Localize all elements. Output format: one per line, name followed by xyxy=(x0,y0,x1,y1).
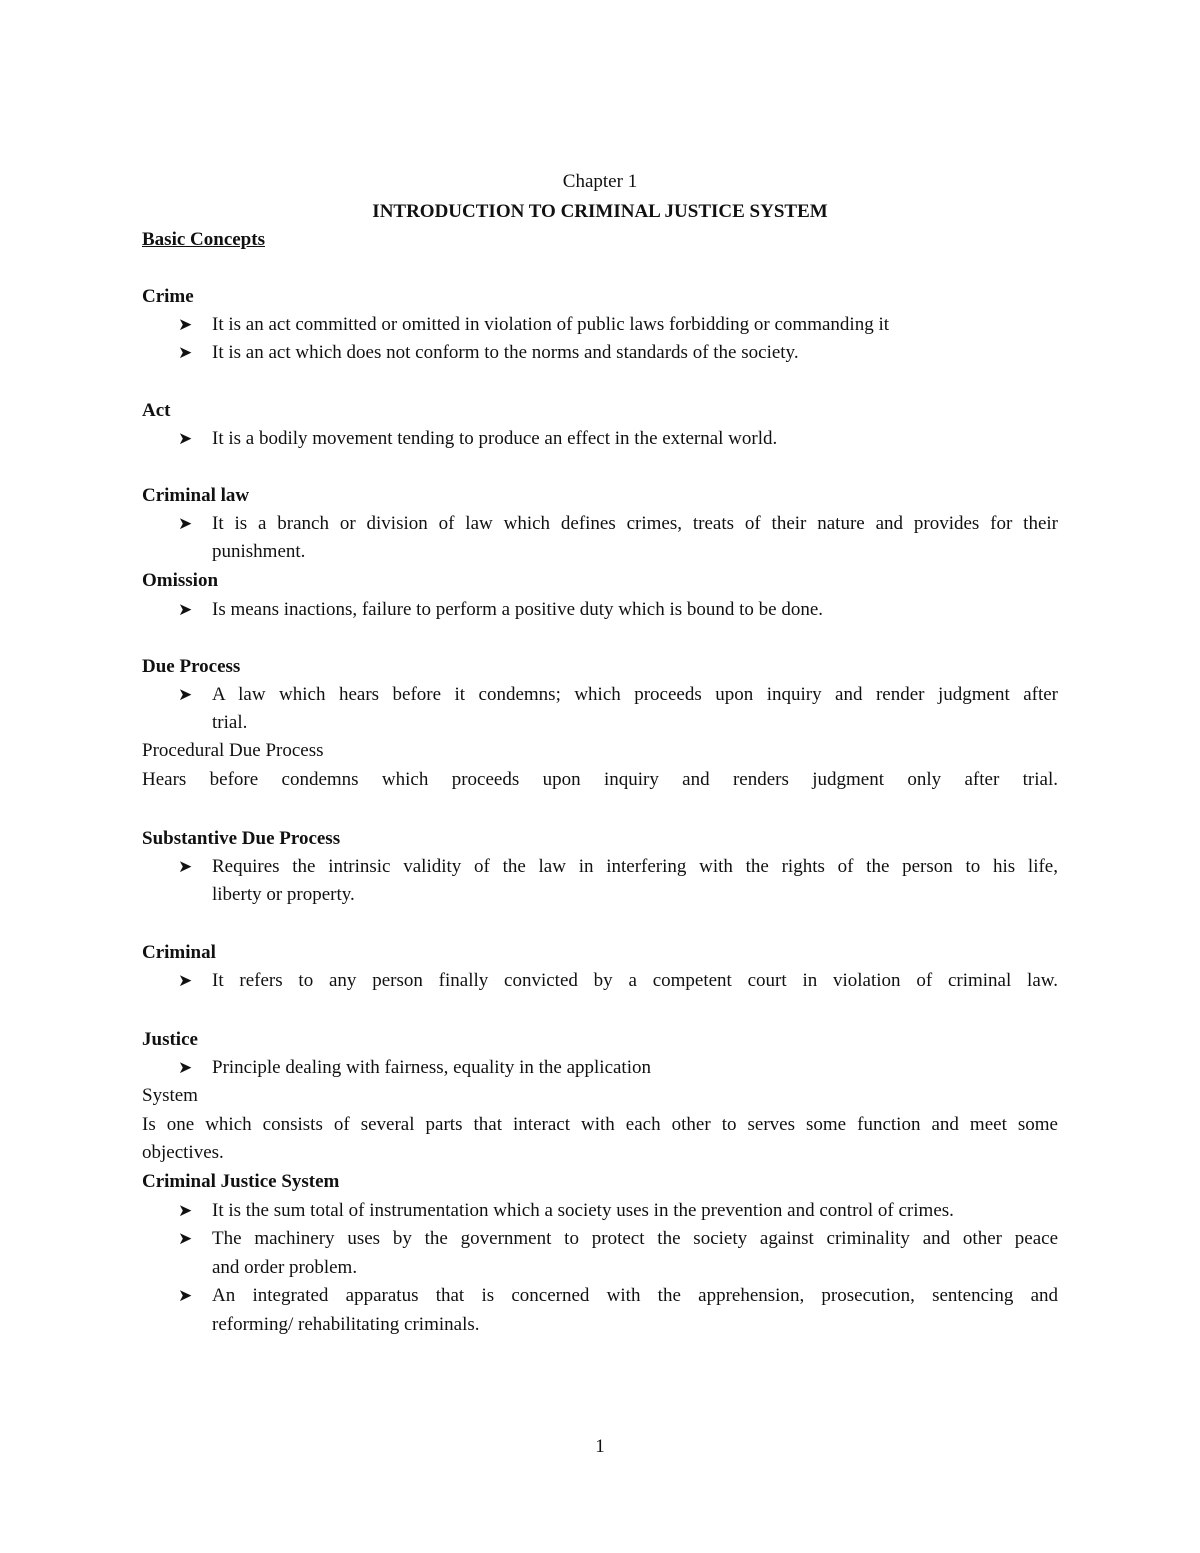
arrowhead-bullet-icon: ➤ xyxy=(178,857,193,877)
arrowhead-bullet-icon: ➤ xyxy=(178,600,193,620)
system-text-line: Is one which consists of several parts that interact with each other to serves some function and meet some xyxy=(142,1114,1058,1135)
page-number: 1 xyxy=(595,1436,605,1457)
bullet-continuation: and order problem. xyxy=(212,1257,358,1278)
bullet-text: A law which hears before it condemns; which proceeds upon inquiry and render judgment after xyxy=(212,684,1058,705)
bullet-text: Is means inactions, failure to perform a positive duty which is bound to be done. xyxy=(212,599,824,620)
arrowhead-bullet-icon: ➤ xyxy=(178,1229,193,1249)
bullet-text: It is an act committed or omitted in violation of public laws forbidding or commanding it xyxy=(212,314,890,335)
bullet-text: It is a branch or division of law which defines crimes, treats of their nature and provides for their xyxy=(212,513,1058,534)
heading-substantive-due-process: Substantive Due Process xyxy=(142,828,341,849)
bullet-text: It is a bodily movement tending to produce an effect in the external world. xyxy=(212,428,778,449)
arrowhead-bullet-icon: ➤ xyxy=(178,429,193,449)
page-title: INTRODUCTION TO CRIMINAL JUSTICE SYSTEM xyxy=(372,201,828,222)
bullet-continuation: trial. xyxy=(212,712,248,733)
arrowhead-bullet-icon: ➤ xyxy=(178,685,193,705)
heading-act: Act xyxy=(142,400,171,421)
procedural-due-process-text: Hears before condemns which proceeds upon inquiry and renders judgment only after trial. xyxy=(142,769,1058,790)
heading-criminal-justice-system: Criminal Justice System xyxy=(142,1171,340,1192)
bullet-text: The machinery uses by the government to protect the society against criminality and other peace xyxy=(212,1228,1058,1249)
arrowhead-bullet-icon: ➤ xyxy=(178,1286,193,1306)
heading-criminal-law: Criminal law xyxy=(142,485,250,506)
bullet-continuation: reforming/ rehabilitating criminals. xyxy=(212,1314,480,1335)
bullet-text: It is an act which does not conform to the norms and standards of the society. xyxy=(212,342,799,363)
procedural-due-process-label: Procedural Due Process xyxy=(142,740,324,761)
bullet-text: It refers to any person finally convicted by a competent court in violation of criminal law. xyxy=(212,970,1058,991)
section-heading-text: Basic Concepts xyxy=(142,229,265,250)
section-heading xyxy=(142,226,1058,254)
bullet-text: Principle dealing with fairness, equality in the application xyxy=(212,1057,651,1078)
arrowhead-bullet-icon: ➤ xyxy=(178,971,193,991)
bullet-continuation: liberty or property. xyxy=(212,884,355,905)
arrowhead-bullet-icon: ➤ xyxy=(178,1058,193,1078)
heading-justice: Justice xyxy=(142,1029,198,1050)
system-label: System xyxy=(142,1085,198,1106)
heading-criminal: Criminal xyxy=(142,942,216,963)
heading-omission: Omission xyxy=(142,570,219,591)
bullet-text: An integrated apparatus that is concerned with the apprehension, prosecution, sentencing and xyxy=(212,1285,1058,1306)
heading-due-process: Due Process xyxy=(142,656,241,677)
system-text-line: objectives. xyxy=(142,1142,224,1163)
bullet-text: It is the sum total of instrumentation which a society uses in the prevention and control of crimes. xyxy=(212,1200,954,1221)
heading-crime: Crime xyxy=(142,286,194,307)
arrowhead-bullet-icon: ➤ xyxy=(178,315,193,335)
arrowhead-bullet-icon: ➤ xyxy=(178,514,193,534)
arrowhead-bullet-icon: ➤ xyxy=(178,1201,193,1221)
bullet-continuation: punishment. xyxy=(212,541,306,562)
chapter-label: Chapter 1 xyxy=(562,171,638,192)
arrowhead-bullet-icon: ➤ xyxy=(178,343,193,363)
bullet-text: Requires the intrinsic validity of the law in interfering with the rights of the person to his life, xyxy=(212,856,1058,877)
